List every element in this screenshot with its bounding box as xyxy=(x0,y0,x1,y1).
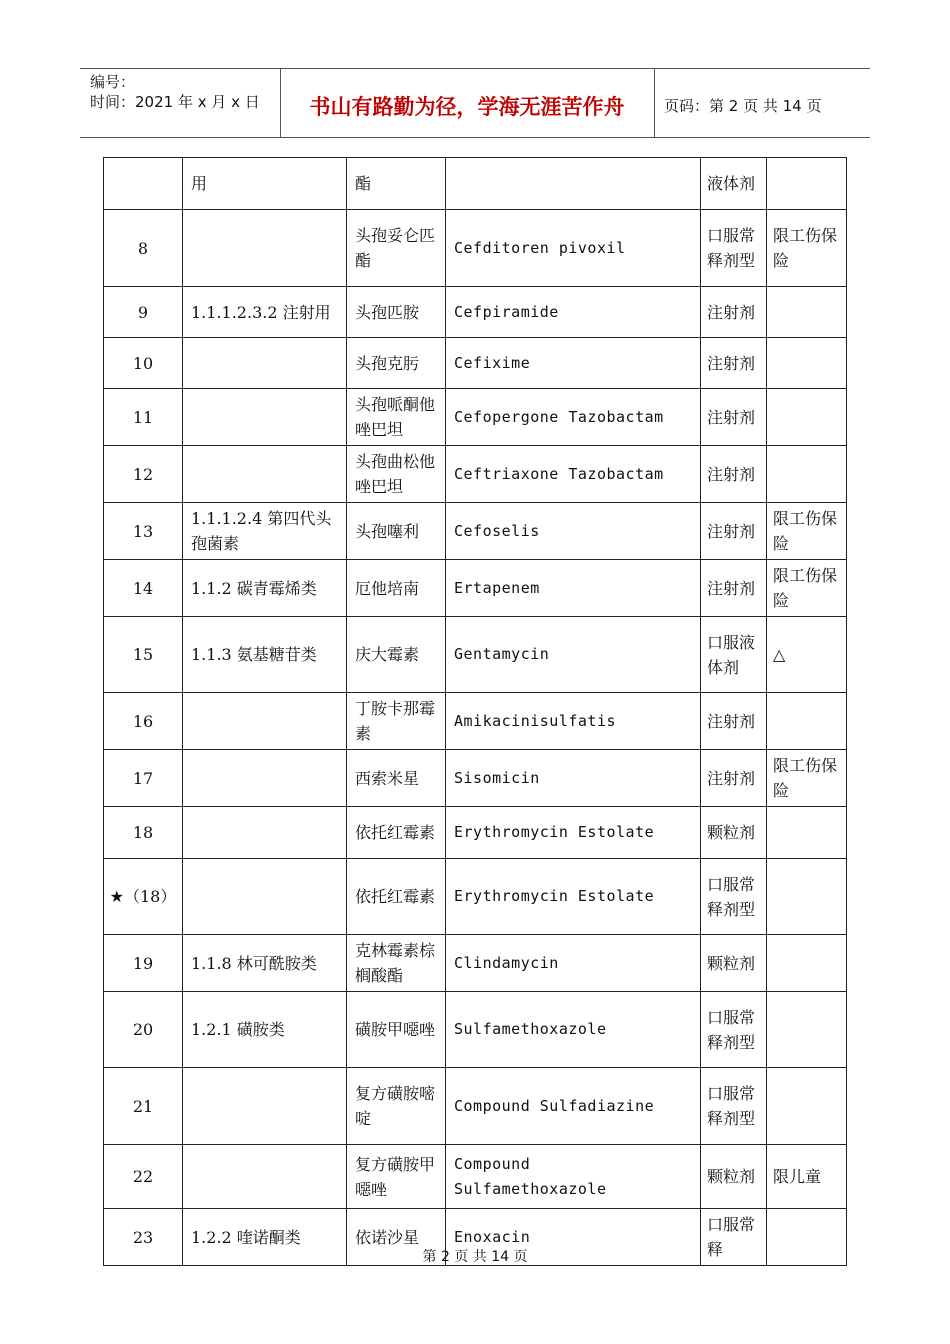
drug-name-cell: 头孢噻利 xyxy=(347,503,446,560)
row-number-cell: 8 xyxy=(104,210,183,287)
note-cell xyxy=(767,935,847,992)
row-number-cell: 22 xyxy=(104,1145,183,1209)
english-name-cell: Enoxacin xyxy=(446,1209,701,1266)
dosage-form-cell: 液体剂 xyxy=(701,158,767,210)
table-row xyxy=(104,287,847,338)
note-cell xyxy=(767,992,847,1068)
row-number-cell: ★（18） xyxy=(104,859,183,935)
note-cell xyxy=(767,446,847,503)
table-row xyxy=(104,338,847,389)
drug-name-cell: 头孢哌酮他唑巴坦 xyxy=(347,389,446,446)
dosage-form-cell: 注射剂 xyxy=(701,287,767,338)
category-cell: 1.1.1.2.3.2 注射用 xyxy=(183,287,347,338)
english-name-cell: Cefditoren pivoxil xyxy=(446,210,701,287)
dosage-form-cell: 注射剂 xyxy=(701,503,767,560)
table-row xyxy=(104,859,847,935)
table-row xyxy=(104,389,847,446)
row-number-cell xyxy=(104,158,183,210)
row-number-cell: 16 xyxy=(104,693,183,750)
header-middle-cell xyxy=(280,69,655,137)
english-name-cell: Amikacinisulfatis xyxy=(446,693,701,750)
row-number-cell: 18 xyxy=(104,807,183,859)
note-cell: 限工伤保险 xyxy=(767,750,847,807)
table-row xyxy=(104,1145,847,1209)
dosage-form-cell: 口服常释剂型 xyxy=(701,1068,767,1145)
row-number-cell: 21 xyxy=(104,1068,183,1145)
note-cell xyxy=(767,859,847,935)
category-cell xyxy=(183,750,347,807)
english-name-cell: Compound Sulfamethoxazole xyxy=(446,1145,701,1209)
drug-name-cell: 头孢匹胺 xyxy=(347,287,446,338)
english-name-cell: Erythromycin Estolate xyxy=(446,859,701,935)
document-time-label: 时间：2021 年 x 月 x 日 xyxy=(90,93,260,111)
table-row xyxy=(104,503,847,560)
row-number-cell: 10 xyxy=(104,338,183,389)
category-cell xyxy=(183,210,347,287)
dosage-form-cell: 注射剂 xyxy=(701,693,767,750)
dosage-form-cell: 口服常释剂型 xyxy=(701,210,767,287)
note-cell xyxy=(767,389,847,446)
row-number-cell: 17 xyxy=(104,750,183,807)
dosage-form-cell: 注射剂 xyxy=(701,750,767,807)
table-row xyxy=(104,693,847,750)
row-number-cell: 13 xyxy=(104,503,183,560)
english-name-cell: Gentamycin xyxy=(446,617,701,693)
dosage-form-cell: 颗粒剂 xyxy=(701,935,767,992)
row-number-cell: 20 xyxy=(104,992,183,1068)
row-number-cell: 23 xyxy=(104,1209,183,1266)
drug-name-cell: 厄他培南 xyxy=(347,560,446,617)
category-cell xyxy=(183,446,347,503)
table-row xyxy=(104,807,847,859)
drug-name-cell: 丁胺卡那霉素 xyxy=(347,693,446,750)
note-cell xyxy=(767,158,847,210)
row-number-cell: 19 xyxy=(104,935,183,992)
english-name-cell: Ceftriaxone Tazobactam xyxy=(446,446,701,503)
note-cell: 限工伤保险 xyxy=(767,210,847,287)
note-cell xyxy=(767,807,847,859)
drug-name-cell: 头孢妥仑匹酯 xyxy=(347,210,446,287)
category-cell: 1.1.3 氨基糖苷类 xyxy=(183,617,347,693)
dosage-form-cell: 颗粒剂 xyxy=(701,807,767,859)
dosage-form-cell: 颗粒剂 xyxy=(701,1145,767,1209)
category-cell: 1.2.1 磺胺类 xyxy=(183,992,347,1068)
drug-name-cell: 磺胺甲噁唑 xyxy=(347,992,446,1068)
drug-name-cell: 依托红霉素 xyxy=(347,859,446,935)
drug-table-body xyxy=(104,158,847,1266)
note-cell xyxy=(767,338,847,389)
table-row xyxy=(104,210,847,287)
row-number-cell: 14 xyxy=(104,560,183,617)
english-name-cell: Cefopergone Tazobactam xyxy=(446,389,701,446)
category-cell: 1.2.2 喹诺酮类 xyxy=(183,1209,347,1266)
category-cell: 1.1.8 林可酰胺类 xyxy=(183,935,347,992)
english-name-cell: Cefpiramide xyxy=(446,287,701,338)
drug-name-cell: 头孢曲松他唑巴坦 xyxy=(347,446,446,503)
dosage-form-cell: 注射剂 xyxy=(701,446,767,503)
dosage-form-cell: 注射剂 xyxy=(701,389,767,446)
english-name-cell: Cefoselis xyxy=(446,503,701,560)
dosage-form-cell: 口服液体剂 xyxy=(701,617,767,693)
drug-name-cell: 依托红霉素 xyxy=(347,807,446,859)
note-cell: 限工伤保险 xyxy=(767,560,847,617)
category-cell xyxy=(183,338,347,389)
english-name-cell: Ertapenem xyxy=(446,560,701,617)
category-cell: 用 xyxy=(183,158,347,210)
dosage-form-cell: 口服常释剂型 xyxy=(701,859,767,935)
table-row xyxy=(104,560,847,617)
drug-name-cell: 庆大霉素 xyxy=(347,617,446,693)
row-number-cell: 12 xyxy=(104,446,183,503)
table-row xyxy=(104,446,847,503)
category-cell xyxy=(183,807,347,859)
header-left-cell xyxy=(80,69,281,137)
category-cell: 1.1.2 碳青霉烯类 xyxy=(183,560,347,617)
english-name-cell xyxy=(446,158,701,210)
drug-name-cell: 复方磺胺甲噁唑 xyxy=(347,1145,446,1209)
table-row xyxy=(104,935,847,992)
drug-name-cell: 复方磺胺嘧啶 xyxy=(347,1068,446,1145)
drug-name-cell: 克林霉素棕榈酸酯 xyxy=(347,935,446,992)
table-row xyxy=(104,1068,847,1145)
table-row xyxy=(104,617,847,693)
page-header xyxy=(80,68,870,138)
category-cell xyxy=(183,1068,347,1145)
note-cell xyxy=(767,693,847,750)
row-number-cell: 11 xyxy=(104,389,183,446)
header-right-cell xyxy=(654,69,870,137)
table-row xyxy=(104,158,847,210)
drug-table xyxy=(103,157,847,1266)
category-cell xyxy=(183,859,347,935)
english-name-cell: Compound Sulfadiazine xyxy=(446,1068,701,1145)
header-page-info: 页码：第 2 页 共 14 页 xyxy=(664,97,822,115)
dosage-form-cell: 口服常释剂型 xyxy=(701,992,767,1068)
drug-name-cell: 依诺沙星 xyxy=(347,1209,446,1266)
row-number-cell: 15 xyxy=(104,617,183,693)
note-cell: △ xyxy=(767,617,847,693)
note-cell: 限儿童 xyxy=(767,1145,847,1209)
category-cell xyxy=(183,693,347,750)
note-cell xyxy=(767,1068,847,1145)
document-number-label: 编号： xyxy=(90,73,136,91)
table-row xyxy=(104,750,847,807)
drug-name-cell: 酯 xyxy=(347,158,446,210)
dosage-form-cell: 口服常释 xyxy=(701,1209,767,1266)
drug-name-cell: 头孢克肟 xyxy=(347,338,446,389)
note-cell: 限工伤保险 xyxy=(767,503,847,560)
dosage-form-cell: 注射剂 xyxy=(701,560,767,617)
page-footer: 第 2 页 共 14 页 xyxy=(422,1249,528,1265)
row-number-cell: 9 xyxy=(104,287,183,338)
header-motto: 书山有路勤为径，学海无涯苦作舟 xyxy=(309,95,625,119)
category-cell xyxy=(183,389,347,446)
note-cell xyxy=(767,287,847,338)
english-name-cell: Cefixime xyxy=(446,338,701,389)
table-row xyxy=(104,992,847,1068)
english-name-cell: Erythromycin Estolate xyxy=(446,807,701,859)
drug-name-cell: 西索米星 xyxy=(347,750,446,807)
english-name-cell: Sisomicin xyxy=(446,750,701,807)
english-name-cell: Sulfamethoxazole xyxy=(446,992,701,1068)
category-cell: 1.1.1.2.4 第四代头孢菌素 xyxy=(183,503,347,560)
dosage-form-cell: 注射剂 xyxy=(701,338,767,389)
category-cell xyxy=(183,1145,347,1209)
english-name-cell: Clindamycin xyxy=(446,935,701,992)
